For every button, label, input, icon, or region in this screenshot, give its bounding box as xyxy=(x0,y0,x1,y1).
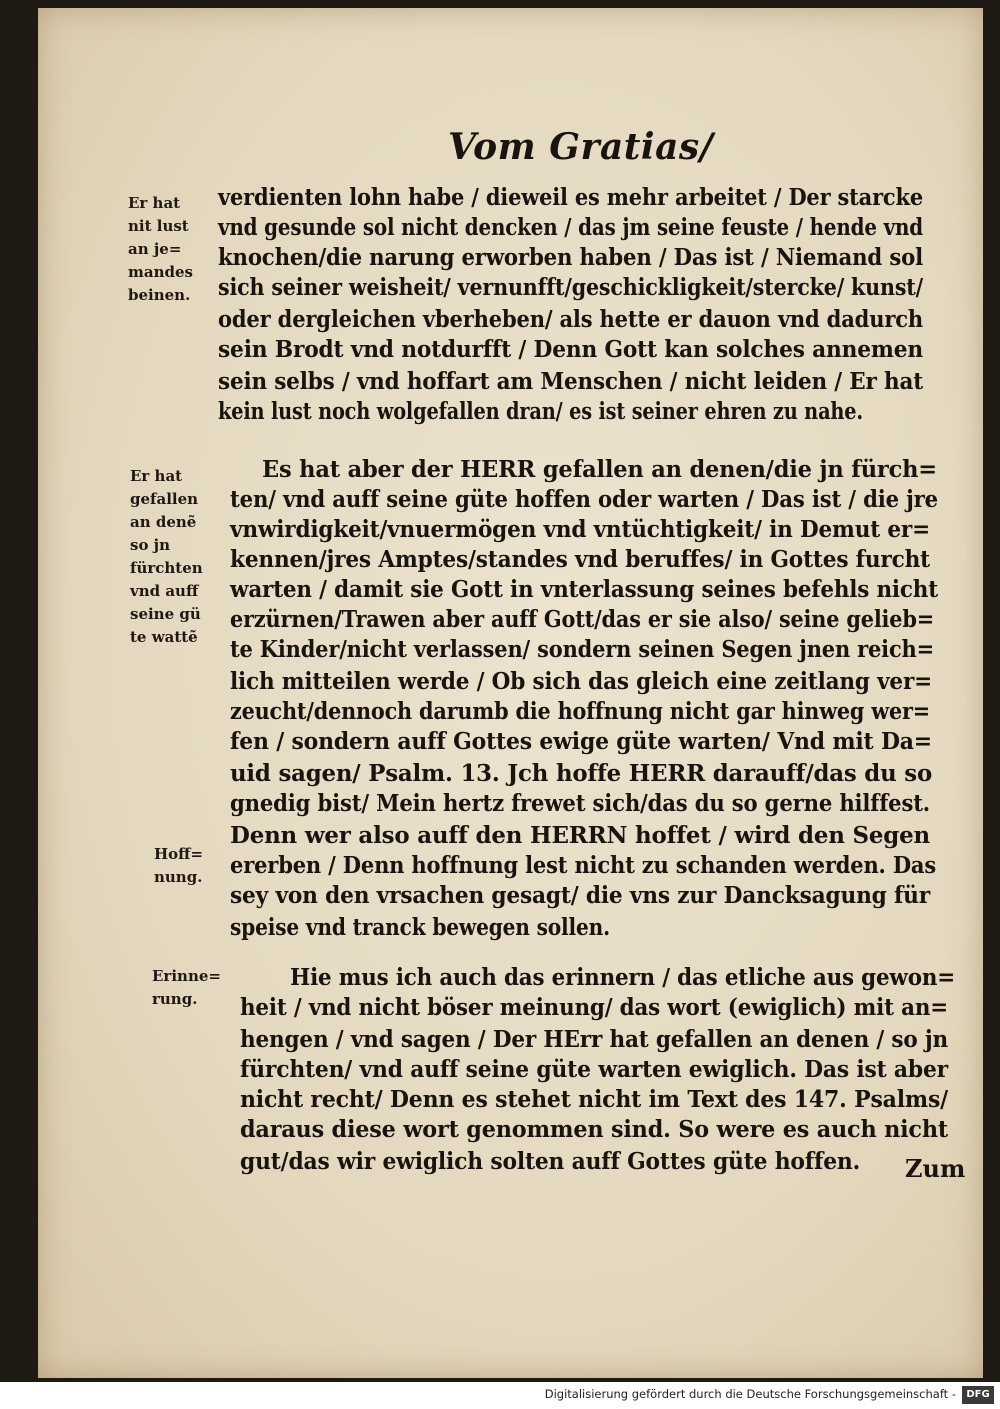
margin-note-line: so jn xyxy=(130,536,171,554)
text-line: Es hat aber der HERR gefallen an denen/die jn fürch= xyxy=(262,455,937,483)
text-line: vnwirdigkeit/vnuermögen vnd vntüchtigkeit/ in Demut er= xyxy=(230,515,930,543)
margin-note-line: an je= xyxy=(128,240,182,258)
margin-note-line: mandes xyxy=(128,263,193,281)
margin-note-line: gefallen xyxy=(130,490,199,508)
margin-note-line: an denẽ xyxy=(130,513,197,531)
footer-bar xyxy=(0,1382,1000,1409)
text-line: sey von den vrsachen gesagt/ die vns zur Dancksagung für xyxy=(230,881,930,909)
margin-note-line: Erinne= xyxy=(152,967,221,985)
margin-note-line: nit lust xyxy=(128,217,189,235)
text-line: sein Brodt vnd notdurfft / Denn Gott kan solches annemen xyxy=(218,335,923,363)
text-line: uid sagen/ Psalm. 13. Jch hoffe HERR darauff/das du so xyxy=(230,759,932,787)
dfg-logo-icon: DFG xyxy=(962,1386,994,1404)
margin-note-line: fürchten xyxy=(130,559,203,577)
text-line: warten / damit sie Gott in vnterlassung seines befehls nicht xyxy=(230,575,938,603)
text-line: Hie mus ich auch das erinnern / das etliche aus gewon= xyxy=(290,963,955,991)
text-line: fürchten/ vnd auff seine güte warten ewiglich. Das ist aber xyxy=(240,1055,948,1083)
text-line: sich seiner weisheit/ vernunfft/geschickligkeit/stercke/ kunst/ xyxy=(218,273,923,301)
margin-note-line: nung. xyxy=(154,868,203,886)
text-line: gnedig bist/ Mein hertz frewet sich/das du so gerne hilffest. xyxy=(230,789,930,817)
text-line: te Kinder/nicht verlassen/ sondern seinen Segen jnen reich= xyxy=(230,635,934,663)
text-line: oder dergleichen vberheben/ als hette er dauon vnd dadurch xyxy=(218,305,923,333)
text-line: hengen / vnd sagen / Der HErr hat gefallen an denen / so jn xyxy=(240,1025,948,1053)
text-line: kein lust noch wolgefallen dran/ es ist seiner ehren zu nahe. xyxy=(218,397,863,425)
text-line: fen / sondern auff Gottes ewige güte warten/ Vnd mit Da= xyxy=(230,727,932,755)
text-line: zeucht/dennoch darumb die hoffnung nicht gar hinweg wer= xyxy=(230,697,930,725)
margin-note-line: seine gü xyxy=(130,605,201,623)
text-line: verdienten lohn habe / dieweil es mehr arbeitet / Der starcke xyxy=(218,183,923,211)
text-line: ten/ vnd auff seine güte hoffen oder warten / Das ist / die jre xyxy=(230,485,938,513)
margin-note-line: rung. xyxy=(152,990,198,1008)
text-line: daraus diese wort genommen sind. So were es auch nicht xyxy=(240,1115,948,1143)
margin-note-line: Er hat xyxy=(130,467,183,485)
text-line: ererben / Denn hoffnung lest nicht zu schanden werden. Das xyxy=(230,851,936,879)
running-header: Vom Gratias/ xyxy=(448,126,714,168)
margin-note-line: Hoff= xyxy=(154,845,204,863)
text-line: erzürnen/Trawen aber auff Gott/das er sie also/ seine gelieb= xyxy=(230,605,934,633)
margin-note-line: te wattẽ xyxy=(130,628,198,646)
catchword: Zum xyxy=(905,1154,966,1183)
text-line: nicht recht/ Denn es stehet nicht im Text des 147. Psalms/ xyxy=(240,1085,948,1113)
text-line: Denn wer also auff den HERRN hoffet / wird den Segen xyxy=(230,821,930,849)
text-line: gut/das wir ewiglich solten auff Gottes güte hoffen. xyxy=(240,1147,860,1175)
margin-note-line: Er hat xyxy=(128,194,181,212)
text-line: heit / vnd nicht böser meinung/ das wort (ewiglich) mit an= xyxy=(240,993,948,1021)
margin-note-line: vnd auff xyxy=(130,582,199,600)
text-line: lich mitteilen werde / Ob sich das gleich eine zeitlang ver= xyxy=(230,667,932,695)
text-line: sein selbs / vnd hoffart am Menschen / nicht leiden / Er hat xyxy=(218,367,923,395)
funding-notice: Digitalisierung gefördert durch die Deutsche Forschungsgemeinschaft - xyxy=(544,1387,956,1401)
text-line: knochen/die narung erworben haben / Das ist / Niemand sol xyxy=(218,243,923,271)
text-line: speise vnd tranck bewegen sollen. xyxy=(230,913,610,941)
text-line: kennen/jres Amptes/standes vnd beruffes/ in Gottes furcht xyxy=(230,545,930,573)
text-line: vnd gesunde sol nicht dencken / das jm seine feuste / hende vnd xyxy=(218,213,923,241)
margin-note-line: beinen. xyxy=(128,286,191,304)
